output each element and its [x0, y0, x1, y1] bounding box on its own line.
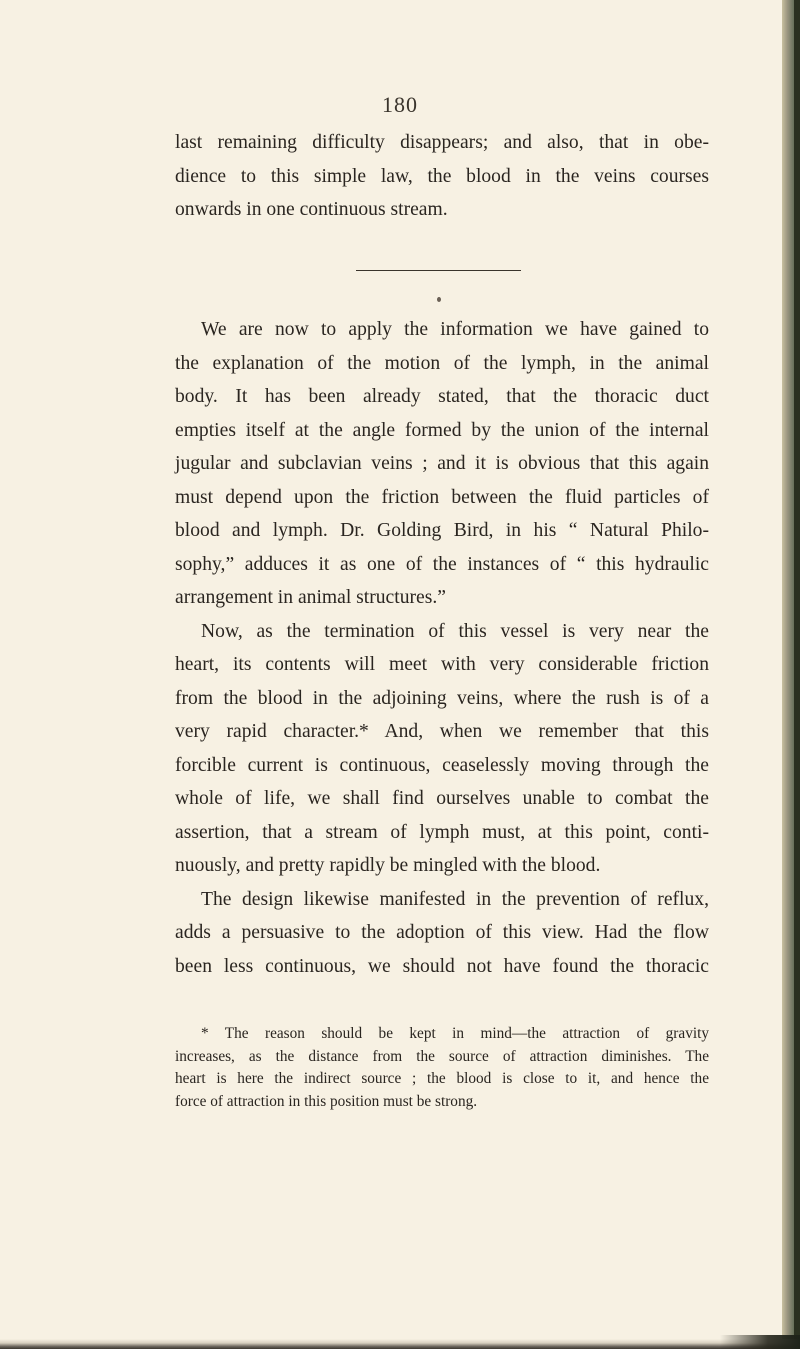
text-line: sophy,” adduces it as one of the instances of “ this hydraulic: [175, 553, 709, 575]
page-number: 180: [382, 92, 418, 117]
page-bottom-edge: [0, 1339, 800, 1349]
text-line: dience to this simple law, the blood in the veins courses: [175, 165, 709, 187]
text-line: blood and lymph. Dr. Golding Bird, in his “ Natural Philo-: [175, 520, 709, 541]
text-line: arrangement in animal structures.”: [175, 587, 446, 608]
footnote-line: force of attraction in this position must be strong.: [175, 1092, 478, 1110]
text-line: onwards in one continuous stream.: [175, 199, 448, 220]
footnote-line: heart is here the indirect source ; the blood is close to it, and hence the: [175, 1070, 709, 1087]
text-line: jugular and subclavian veins ; and it is obvious that this again: [175, 453, 709, 474]
text-line: empties itself at the angle formed by the union of the internal: [175, 419, 709, 441]
page-corner-shadow: [720, 1335, 800, 1349]
text-line: body. It has been already stated, that the thoracic duct: [175, 386, 709, 407]
text-line: assertion, that a stream of lymph must, at this point, conti-: [175, 821, 709, 843]
text-line: The design likewise manifested in the prevention of reflux,: [201, 888, 709, 910]
text-line: been less continuous, we should not have found the thoracic: [175, 955, 709, 977]
text-line: forcible current is continuous, ceaselessly moving through the: [175, 754, 709, 776]
text-line: last remaining difficulty disappears; and also, that in obe-: [175, 132, 709, 153]
text-line: from the blood in the adjoining veins, where the rush is of a: [175, 687, 709, 709]
text-line: must depend upon the friction between the fluid particles of: [175, 486, 709, 508]
text-line: nuously, and pretty rapidly be mingled with the blood.: [175, 855, 601, 876]
text-line: Now, as the termination of this vessel is very near the: [201, 620, 709, 642]
ink-speck: [437, 297, 441, 302]
footnote-line: increases, as the distance from the source of attraction diminishes. The: [175, 1047, 709, 1065]
page-binding-shadow: [794, 0, 800, 1349]
paragraph-lymph-motion: [175, 313, 709, 983]
footnote-line: * The reason should be kept in mind—the attraction of gravity: [201, 1025, 709, 1042]
footnote: [175, 1023, 709, 1113]
text-line: heart, its contents will meet with very considerable friction: [175, 654, 709, 675]
section-divider: [356, 270, 521, 271]
text-line: adds a persuasive to the adoption of this view. Had the flow: [175, 922, 709, 943]
text-line: We are now to apply the information we have gained to: [201, 319, 709, 340]
text-line: very rapid character.* And, when we remember that this: [175, 721, 709, 742]
text-line: whole of life, we shall find ourselves unable to combat the: [175, 788, 709, 809]
text-line: the explanation of the motion of the lymph, in the animal: [175, 352, 709, 374]
paragraph-continuation: [175, 126, 709, 227]
